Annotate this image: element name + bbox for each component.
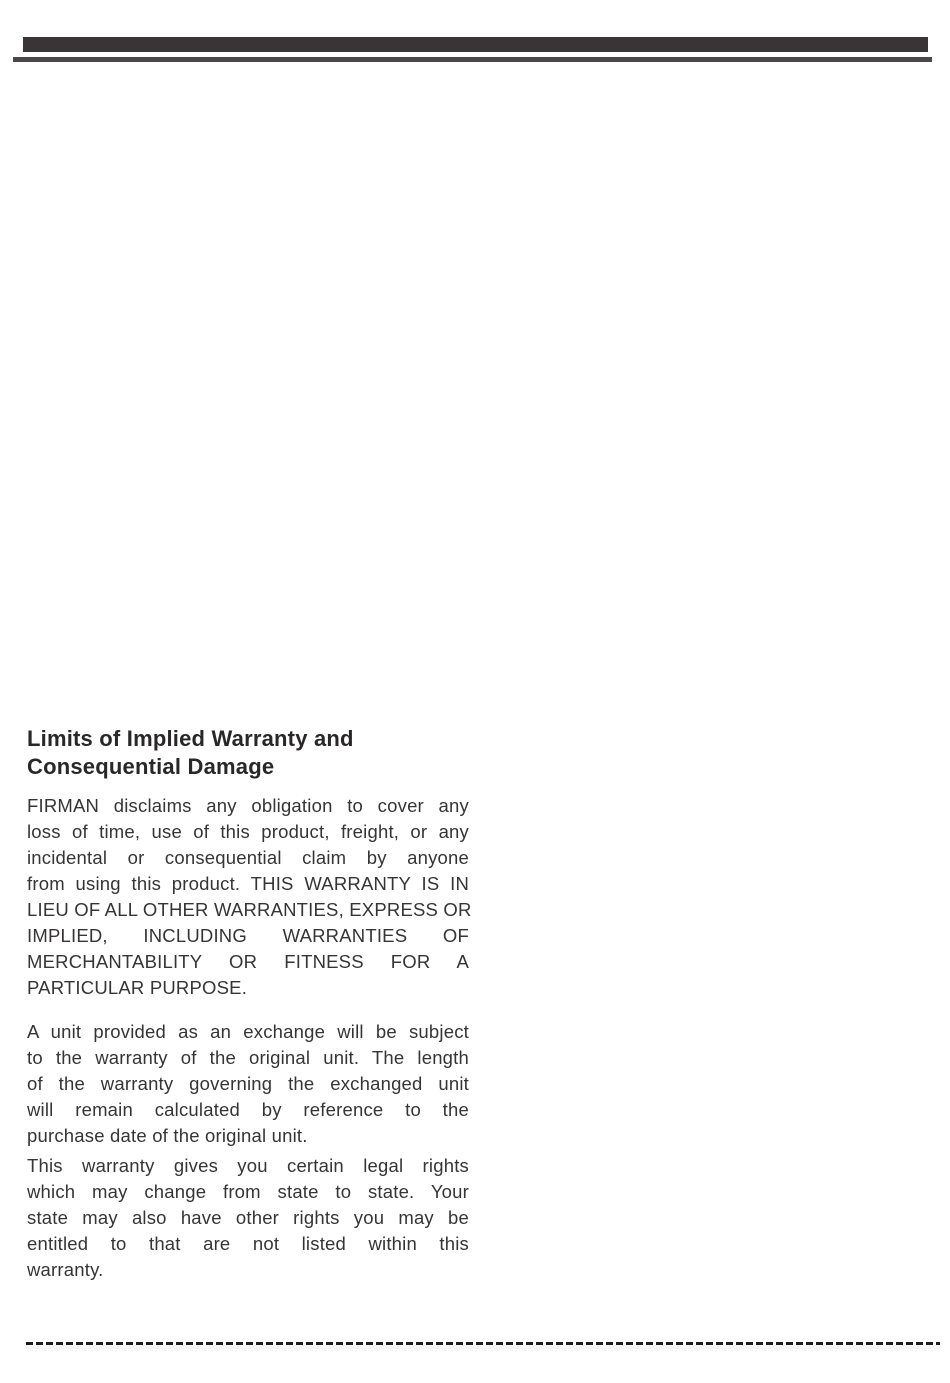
warranty-text-line: This warranty gives you certain legal rights [27,1155,469,1176]
warranty-text-line: purchase date of the original unit. [27,1125,308,1146]
warranty-text-line: of the warranty governing the exchanged unit [27,1073,469,1094]
warranty-text-line: loss of time, use of this product, freight, or any [27,821,469,842]
warranty-paragraph [27,1019,469,1149]
section-heading-line: Consequential Damage [27,754,275,779]
warranty-text-line: state may also have other rights you may be [27,1207,469,1228]
warranty-text-line: entitled to that are not listed within this [27,1233,469,1254]
warranty-text-line: MERCHANTABILITY OR FITNESS FOR A [27,951,469,972]
warranty-text-line: IMPLIED, INCLUDING WARRANTIES OF [27,925,469,946]
section-heading-line: Limits of Implied Warranty and [27,726,354,751]
warranty-text-line: PARTICULAR PURPOSE. [27,977,248,998]
warranty-text-line: LIEU OF ALL OTHER WARRANTIES, EXPRESS OR [27,899,472,920]
warranty-text-line: which may change from state to state. Your [27,1181,469,1202]
warranty-text-line: from using this product. THIS WARRANTY IS IN [27,873,469,894]
warranty-text-line: will remain calculated by reference to the [27,1099,469,1120]
warranty-paragraph [27,793,472,1001]
warranty-text-line: warranty. [27,1259,104,1280]
warranty-text-line: to the warranty of the original unit. The length [27,1047,469,1068]
section-heading [27,725,469,781]
warranty-text-line: A unit provided as an exchange will be subject [27,1021,469,1042]
warranty-paragraph [27,1153,469,1283]
warranty-section [27,725,472,1283]
header-rule-thin [13,57,932,62]
divider-smudge [26,1346,940,1350]
warranty-text-line: incidental or consequential claim by anyone [27,847,469,868]
header-rule-thick [23,37,928,52]
warranty-text-line: FIRMAN disclaims any obligation to cover any [27,795,469,816]
dashed-divider [26,1342,940,1345]
